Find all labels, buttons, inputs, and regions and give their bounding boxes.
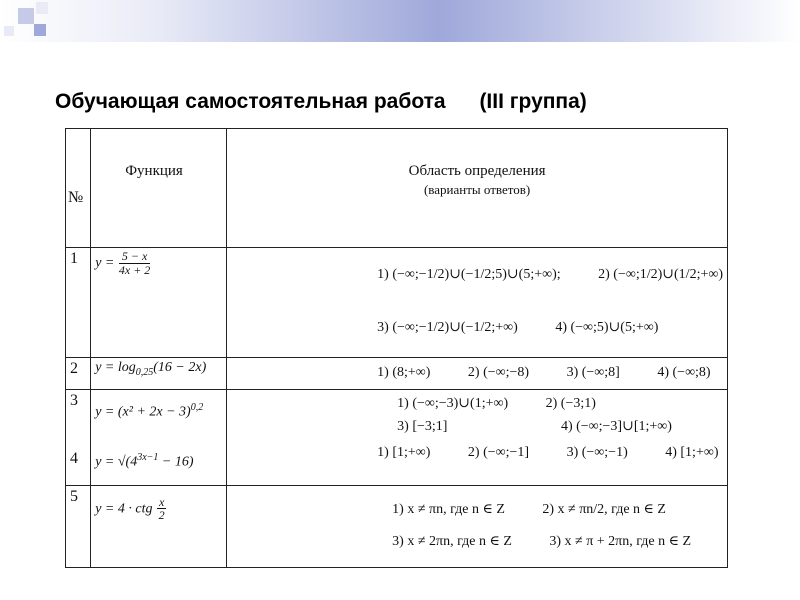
decor-square xyxy=(36,2,48,14)
answer-option: 4) (−∞;−3]∪[1;+∞) xyxy=(560,419,672,435)
header-domain-cell xyxy=(227,129,728,248)
answer-option: 4) [1;+∞) xyxy=(665,445,719,461)
answer-option: 3) [−3;1] xyxy=(397,419,448,435)
row-number: 3 xyxy=(70,391,78,409)
answer-option: 4) (−∞;8) xyxy=(657,365,711,380)
function-lhs: y = xyxy=(95,255,115,271)
function-4 xyxy=(95,452,222,471)
fraction-numerator: 5 − x xyxy=(119,250,150,264)
function-cell xyxy=(91,248,227,358)
answer-option: 3) x ≠ 2πn, где n ∈ Z xyxy=(392,533,512,549)
fraction-denominator: 4x + 2 xyxy=(118,262,151,277)
answers-cell xyxy=(227,248,728,358)
function-lhs: y = 4 · ctg xyxy=(95,500,153,516)
function-3 xyxy=(95,402,222,421)
header-domain: Область определения xyxy=(408,163,546,179)
function-fraction xyxy=(119,250,150,276)
function-rest: − 16) xyxy=(161,454,194,470)
header-num: № xyxy=(68,189,84,206)
row-number-cell xyxy=(66,389,91,485)
answer-option: 2) (−∞;−1] xyxy=(467,445,530,461)
answers-cell xyxy=(227,485,728,567)
header-gradient-band xyxy=(0,0,800,42)
answer-option: 1) x ≠ πn, где n ∈ Z xyxy=(392,501,505,517)
function-fraction xyxy=(157,496,166,522)
exercise-table xyxy=(65,128,728,568)
header-num-cell xyxy=(66,129,91,248)
answer-option: 3) (−∞;8] xyxy=(566,365,620,380)
answer-option: 1) (−∞;−1/2)∪(−1/2;5)∪(5;+∞); xyxy=(377,267,561,282)
answer-option: 1) [1;+∞) xyxy=(377,445,431,461)
function-text: y = log xyxy=(95,360,136,375)
answer-option: 1) (−∞;−3)∪(1;+∞) xyxy=(397,395,509,411)
answer-option: 4) (−∞;5)∪(5;+∞) xyxy=(555,320,659,336)
function-text: y = √(4 xyxy=(95,454,138,470)
answer-option: 1) (8;+∞) xyxy=(377,365,431,380)
function-cell xyxy=(91,485,227,567)
function-cell xyxy=(91,389,227,485)
answer-option: 2) (−3;1) xyxy=(545,395,596,411)
row-number: 2 xyxy=(66,358,91,390)
fraction-numerator: x xyxy=(158,494,165,509)
answer-option: 3) (−∞;−1) xyxy=(566,445,628,461)
decor-square xyxy=(34,24,46,36)
answers-row-4 xyxy=(377,441,723,465)
decor-square xyxy=(4,26,14,36)
title-main: Обучающая самостоятельная работа xyxy=(55,90,446,113)
table-row xyxy=(66,248,728,358)
row-number: 1 xyxy=(66,248,91,358)
table-header-row xyxy=(66,129,728,248)
answer-option: 2) (−∞;−8) xyxy=(467,365,530,380)
function-text: y = (x² + 2x − 3) xyxy=(95,404,191,420)
log-base: 0,25 xyxy=(135,366,154,378)
function-cell xyxy=(91,358,227,390)
fraction-denominator: 2 xyxy=(158,508,165,523)
answers-cell xyxy=(227,389,728,485)
function-power: 0,2 xyxy=(190,401,204,413)
log-argument: (16 − 2x) xyxy=(153,360,207,375)
row-number: 4 xyxy=(70,449,78,467)
answers-cell xyxy=(227,358,728,390)
function-power: 3x−1 xyxy=(137,452,159,464)
table-row xyxy=(66,485,728,567)
table-row xyxy=(66,358,728,390)
table-row xyxy=(66,389,728,485)
title-group: (III группа) xyxy=(479,90,587,113)
row-number: 5 xyxy=(66,485,91,567)
answer-option: 2) x ≠ πn/2, где n ∈ Z xyxy=(542,501,666,517)
answer-option: 3) x ≠ π + 2πn, где n ∈ Z xyxy=(549,533,692,549)
header-domain-sub: (варианты ответов) xyxy=(423,182,531,197)
decor-square xyxy=(18,8,34,24)
answer-option: 2) (−∞;1/2)∪(1/2;+∞) xyxy=(598,267,723,282)
page-title xyxy=(55,90,587,114)
answer-option: 3) (−∞;−1/2)∪(−1/2;+∞) xyxy=(377,320,518,336)
header-function: Функция xyxy=(91,129,227,248)
